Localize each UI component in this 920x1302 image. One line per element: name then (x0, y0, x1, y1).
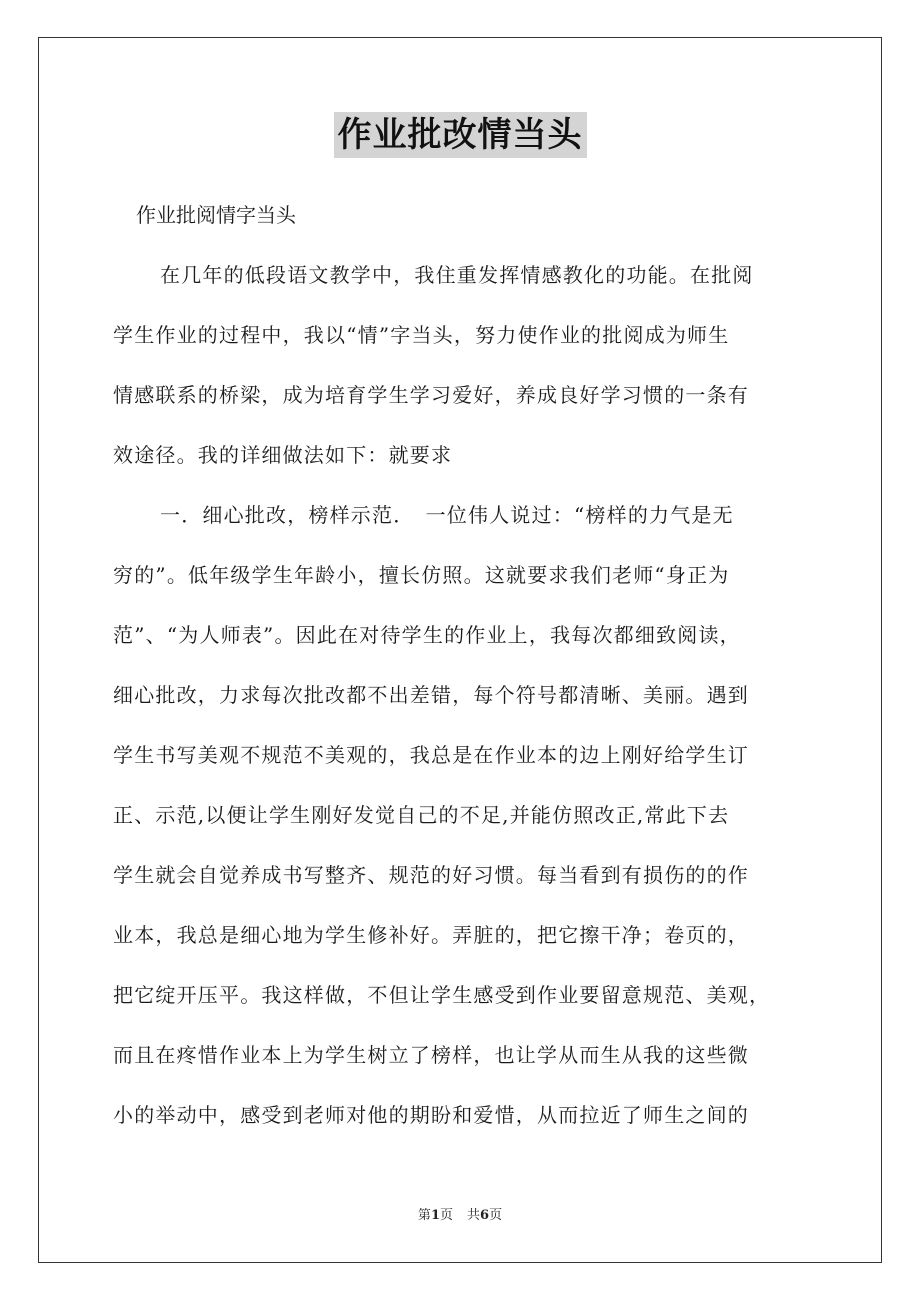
body-line: 正、示范,以便让学生刚好发觉自己的不足,并能仿照改正,常此下去 (113, 803, 730, 827)
body-line: 效途径。我的详细做法如下：就要求 (113, 443, 453, 467)
body-line: 穷的”。低年级学生年龄小，擅长仿照。这就要求我们老师“身正为 (113, 563, 730, 587)
document-subtitle: 作业批阅情字当头 (136, 203, 296, 227)
title-container (0, 112, 920, 158)
total-suffix: 页 (489, 1208, 503, 1223)
body-line: 学生书写美观不规范不美观的，我总是在作业本的边上刚好给学生订 (113, 743, 749, 767)
body-line: 小的举动中，感受到老师对他的期盼和爱惜，从而拉近了师生之间的 (113, 1103, 749, 1127)
body-line: 而且在疼惜作业本上为学生树立了榜样，也让学从而生从我的这些微 (113, 1043, 749, 1067)
body-line: 学生作业的过程中，我以“情”字当头，努力使作业的批阅成为师生 (113, 323, 730, 347)
body-line: 范”、“为人师表”。因此在对待学生的作业上，我每次都细致阅读， (113, 623, 741, 647)
page-suffix: 页 (439, 1208, 453, 1223)
page-total: 6 (480, 1208, 490, 1223)
body-line: 业本，我总是细心地为学生修补好。弄脏的，把它擦干净；卷页的， (113, 923, 749, 947)
page-prefix: 第 (417, 1208, 431, 1223)
body-line: 细心批改，力求每次批改都不出差错，每个符号都清晰、美丽。遇到 (113, 683, 749, 707)
document-title: 作业批改情当头 (334, 112, 587, 158)
body-line: 在几年的低段语文教学中，我住重发挥情感教化的功能。在批阅 (160, 263, 754, 287)
page-current: 1 (430, 1208, 440, 1223)
total-prefix: 共 (467, 1208, 481, 1223)
body-line: 一．细心批改，榜样示范． 一位伟人说过：“榜样的力气是无 (160, 503, 734, 527)
body-line: 学生就会自觉养成书写整齐、规范的好习惯。每当看到有损伤的的作 (113, 863, 749, 887)
body-line: 把它绽开压平。我这样做，不但让学生感受到作业要留意规范、美观， (113, 983, 771, 1007)
page-footer (0, 1206, 920, 1226)
body-line: 情感联系的桥梁，成为培育学生学习爱好，养成良好学习惯的一条有 (113, 383, 749, 407)
